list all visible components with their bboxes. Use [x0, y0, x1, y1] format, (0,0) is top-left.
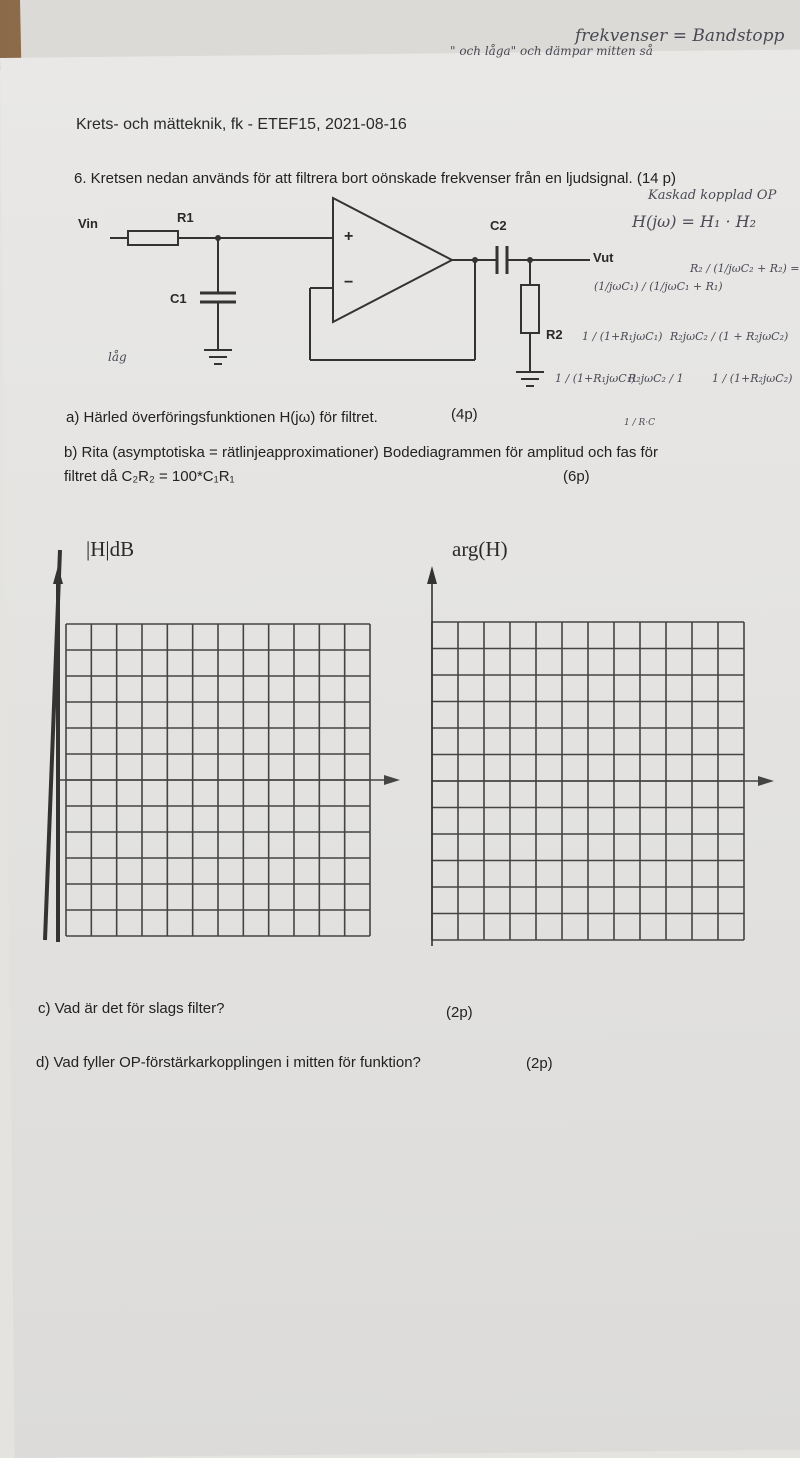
- note-step3-a: 1 / (1+R₁jωC₁): [555, 372, 636, 385]
- label-minus: −: [344, 274, 354, 291]
- note-step2-left: 1 / (1+R₁jωC₁): [582, 330, 663, 343]
- note-step3-b: R₂jωC₂ / 1: [628, 372, 684, 385]
- label-r2: R2: [546, 327, 563, 342]
- amplitude-x-arrow-icon: [384, 775, 400, 785]
- label-vut: Vut: [593, 250, 614, 265]
- note-step3-c: 1 / (1+R₂jωC₂): [712, 372, 793, 385]
- part-c-points: (2p): [446, 1004, 473, 1021]
- page-header: Krets- och mätteknik, fk - ETEF15, 2021-08-16: [76, 116, 407, 133]
- label-plus: +: [344, 228, 354, 245]
- part-b-line2: filtret då C₂R₂ = 100*C₁R₁: [64, 468, 235, 485]
- amplitude-axis-label: |H|dB: [86, 537, 135, 561]
- note-bandstop: frekvenser = Bandstopp: [575, 26, 785, 46]
- note-laag: låg: [108, 350, 127, 364]
- note-kaskad: Kaskad kopplad OP: [648, 188, 777, 203]
- label-c2: C2: [490, 218, 507, 233]
- phase-x-arrow-icon: [758, 776, 774, 786]
- part-a-text: a) Härled överföringsfunktionen H(jω) för filtret.: [66, 409, 378, 426]
- phase-y-arrow-icon: [427, 566, 437, 584]
- part-d-points: (2p): [526, 1055, 553, 1072]
- part-c-text: c) Vad är det för slags filter?: [38, 1000, 225, 1017]
- note-rc: 1 / R·C: [624, 418, 656, 428]
- part-a-points: (4p): [451, 406, 478, 423]
- part-b-line1: b) Rita (asymptotiska = rätlinjeapproximationer) Bodediagrammen för amplitud och fas för: [64, 444, 659, 461]
- question-6: 6. Kretsen nedan används för att filtrera bort oönskade frekvenser från en ljudsignal. (14 p): [74, 170, 677, 187]
- note-damper: " och låga" och dämpar mitten så: [450, 44, 653, 58]
- label-vin: Vin: [78, 216, 98, 231]
- note-step1-right: R₂ / (1/jωC₂ + R₂) =: [690, 262, 800, 275]
- note-step1-left: (1/jωC₁) / (1/jωC₁ + R₁): [594, 280, 723, 293]
- note-h-equation: H(jω) = H₁ · H₂: [632, 212, 757, 231]
- part-d-text: d) Vad fyller OP-förstärkarkopplingen i mitten för funktion?: [36, 1054, 421, 1071]
- label-r1: R1: [177, 210, 194, 225]
- label-c1: C1: [170, 291, 187, 306]
- part-b-points: (6p): [563, 468, 590, 485]
- note-step2-right: R₂jωC₂ / (1 + R₂jωC₂): [670, 330, 789, 343]
- phase-axis-label: arg(H): [452, 537, 508, 561]
